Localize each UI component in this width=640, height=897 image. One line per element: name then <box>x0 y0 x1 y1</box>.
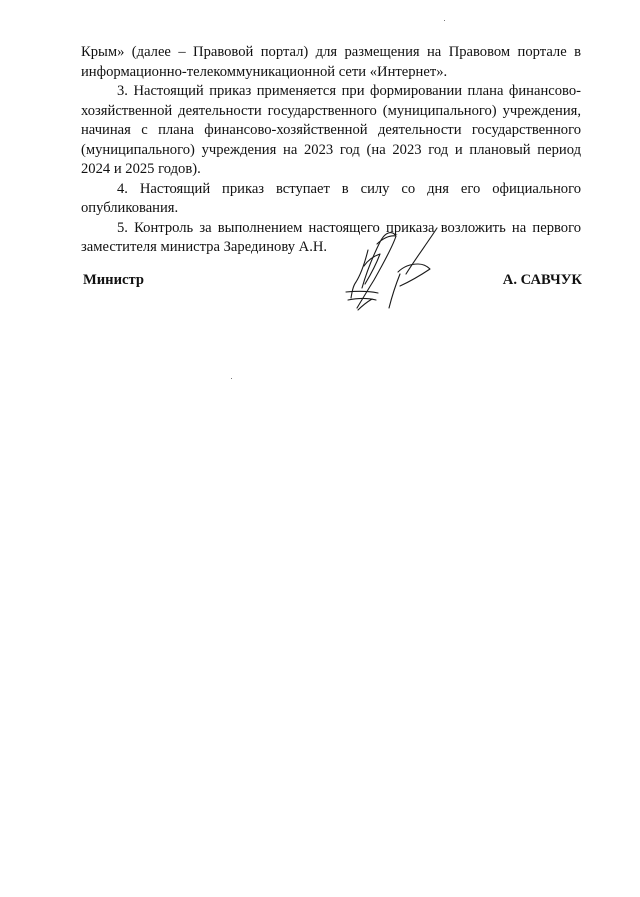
signature-stroke <box>357 236 396 308</box>
signature-block <box>83 272 582 296</box>
signature-stroke <box>358 299 372 310</box>
signature-stroke <box>346 291 378 293</box>
handwritten-signature-icon <box>338 222 448 318</box>
signature-stroke <box>364 254 380 284</box>
signature-stroke <box>389 274 400 308</box>
paragraph-item-5: 5. Контроль за выполнением настоящего приказа возложить на первого заместителя министра Зарединову А.Н. <box>81 219 581 255</box>
paragraph-item-4: 4. Настоящий приказ вступает в силу со дня его официального опубликования. <box>81 180 581 216</box>
scan-speck <box>231 378 232 379</box>
signer-name: А. САВЧУК <box>502 272 582 288</box>
paragraph-item-3: 3. Настоящий приказ применяется при формировании плана финансово-хозяйственной деятельности государственного (муниципального) учреждения, начиная с плана финансово-хозяйственной деятельности государственного (муниципального) учреждения на 2023 год (на 2023 год и плановый период 2024 и 2025 годов). <box>81 83 581 177</box>
signer-role: Министр <box>83 272 144 288</box>
document-body <box>81 43 581 258</box>
signature-stroke <box>398 264 430 286</box>
scan-speck <box>444 20 445 21</box>
paragraph-portal-continuation: Крым» (далее – Правовой портал) для размещения на Правовом портале в информационно-телекоммуникационной сети «Интернет». <box>81 44 581 80</box>
signature-stroke <box>406 228 437 274</box>
